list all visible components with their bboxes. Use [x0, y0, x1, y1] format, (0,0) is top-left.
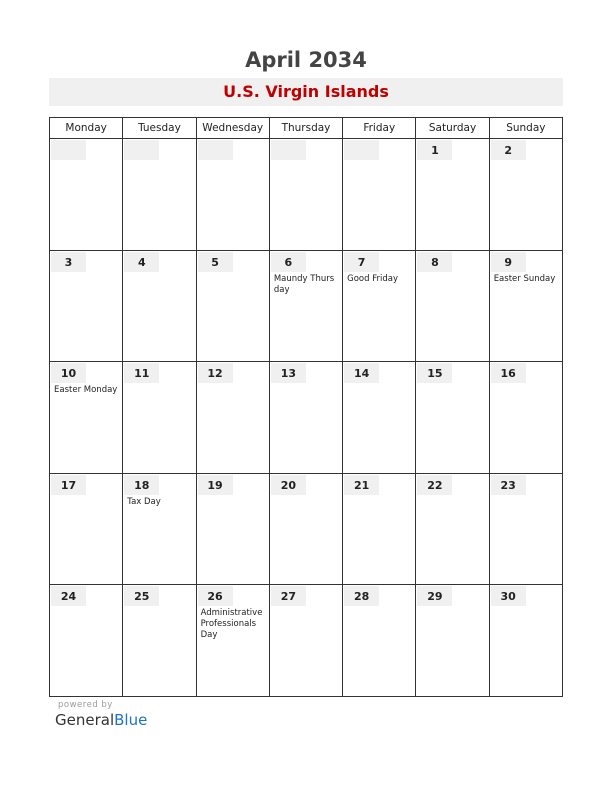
day-cell: [50, 473, 123, 585]
day-number: 3: [51, 252, 86, 272]
day-cell: [269, 250, 342, 362]
day-cell: [416, 362, 489, 474]
day-cell: [489, 139, 562, 251]
day-number: 19: [198, 475, 233, 495]
day-cell: [50, 585, 123, 697]
powered-by-text: powered by: [58, 700, 113, 710]
day-number: 28: [344, 586, 379, 606]
day-number: 22: [417, 475, 452, 495]
day-cell-empty: [50, 139, 123, 251]
day-number: 29: [417, 586, 452, 606]
weekday-header: Monday: [50, 118, 123, 139]
day-number: [124, 140, 159, 160]
day-number: [51, 140, 86, 160]
day-cell: [416, 585, 489, 697]
day-number: 16: [491, 363, 526, 383]
day-cell: [269, 473, 342, 585]
generalblue-logo[interactable]: [55, 711, 147, 729]
day-cell-empty: [196, 139, 269, 251]
day-cell: [416, 139, 489, 251]
weekday-header-row: [50, 118, 563, 139]
day-number: 12: [198, 363, 233, 383]
week-row: [50, 362, 563, 474]
day-cell: [269, 585, 342, 697]
day-number: 18: [124, 475, 159, 495]
day-number: 15: [417, 363, 452, 383]
day-cell: [196, 473, 269, 585]
day-number: [198, 140, 233, 160]
day-number: 23: [491, 475, 526, 495]
day-number: 2: [491, 140, 526, 160]
day-cell-empty: [123, 139, 196, 251]
weekday-header: Sunday: [489, 118, 562, 139]
day-number: 11: [124, 363, 159, 383]
day-number: 21: [344, 475, 379, 495]
holiday-label: Good Friday: [347, 273, 398, 284]
weekday-header: Thursday: [269, 118, 342, 139]
region-title: U.S. Virgin Islands: [49, 78, 563, 106]
day-cell: [489, 585, 562, 697]
holiday-label: Tax Day: [127, 496, 161, 507]
day-cell: [50, 362, 123, 474]
day-number: 25: [124, 586, 159, 606]
day-number: 10: [51, 363, 86, 383]
day-number: 17: [51, 475, 86, 495]
day-number: [271, 140, 306, 160]
day-cell: [489, 473, 562, 585]
holiday-label: Easter Sunday: [493, 273, 556, 284]
day-cell: [123, 250, 196, 362]
week-row: [50, 139, 563, 251]
day-number: 4: [124, 252, 159, 272]
holiday-label: Easter Monday: [54, 385, 118, 396]
weekday-header: Tuesday: [123, 118, 196, 139]
day-cell: [196, 362, 269, 474]
day-cell: [123, 362, 196, 474]
brand-blue: Blue: [114, 711, 148, 729]
holiday-label: Maundy Thursday: [273, 273, 335, 295]
day-cell: [123, 585, 196, 697]
day-number: 6: [271, 252, 306, 272]
day-number: 8: [417, 252, 452, 272]
day-cell: [416, 473, 489, 585]
day-cell: [416, 250, 489, 362]
day-number: 14: [344, 363, 379, 383]
day-cell: [269, 362, 342, 474]
day-cell: [123, 473, 196, 585]
day-cell: [196, 585, 269, 697]
day-cell: [489, 250, 562, 362]
day-number: 26: [198, 586, 233, 606]
day-number: 27: [271, 586, 306, 606]
day-number: 5: [198, 252, 233, 272]
page-title: April 2034: [245, 48, 367, 72]
brand-general: General: [55, 711, 115, 729]
footer-branding: [55, 700, 147, 729]
calendar-grid: [49, 117, 563, 697]
weekday-header: Wednesday: [196, 118, 269, 139]
week-row: [50, 585, 563, 697]
day-number: 30: [491, 586, 526, 606]
day-number: 13: [271, 363, 306, 383]
day-cell: [343, 473, 416, 585]
day-cell: [50, 250, 123, 362]
day-cell: [343, 362, 416, 474]
day-number: [344, 140, 379, 160]
day-cell: [343, 585, 416, 697]
week-row: [50, 473, 563, 585]
holiday-label: Administrative Professionals Day: [200, 608, 263, 641]
day-cell-empty: [269, 139, 342, 251]
weekday-header: Saturday: [416, 118, 489, 139]
day-number: 1: [417, 140, 452, 160]
weekday-header: Friday: [343, 118, 416, 139]
day-cell: [196, 250, 269, 362]
day-number: 9: [491, 252, 526, 272]
day-number: 7: [344, 252, 379, 272]
week-row: [50, 250, 563, 362]
day-number: 24: [51, 586, 86, 606]
day-cell-empty: [343, 139, 416, 251]
day-cell: [343, 250, 416, 362]
day-cell: [489, 362, 562, 474]
day-number: 20: [271, 475, 306, 495]
